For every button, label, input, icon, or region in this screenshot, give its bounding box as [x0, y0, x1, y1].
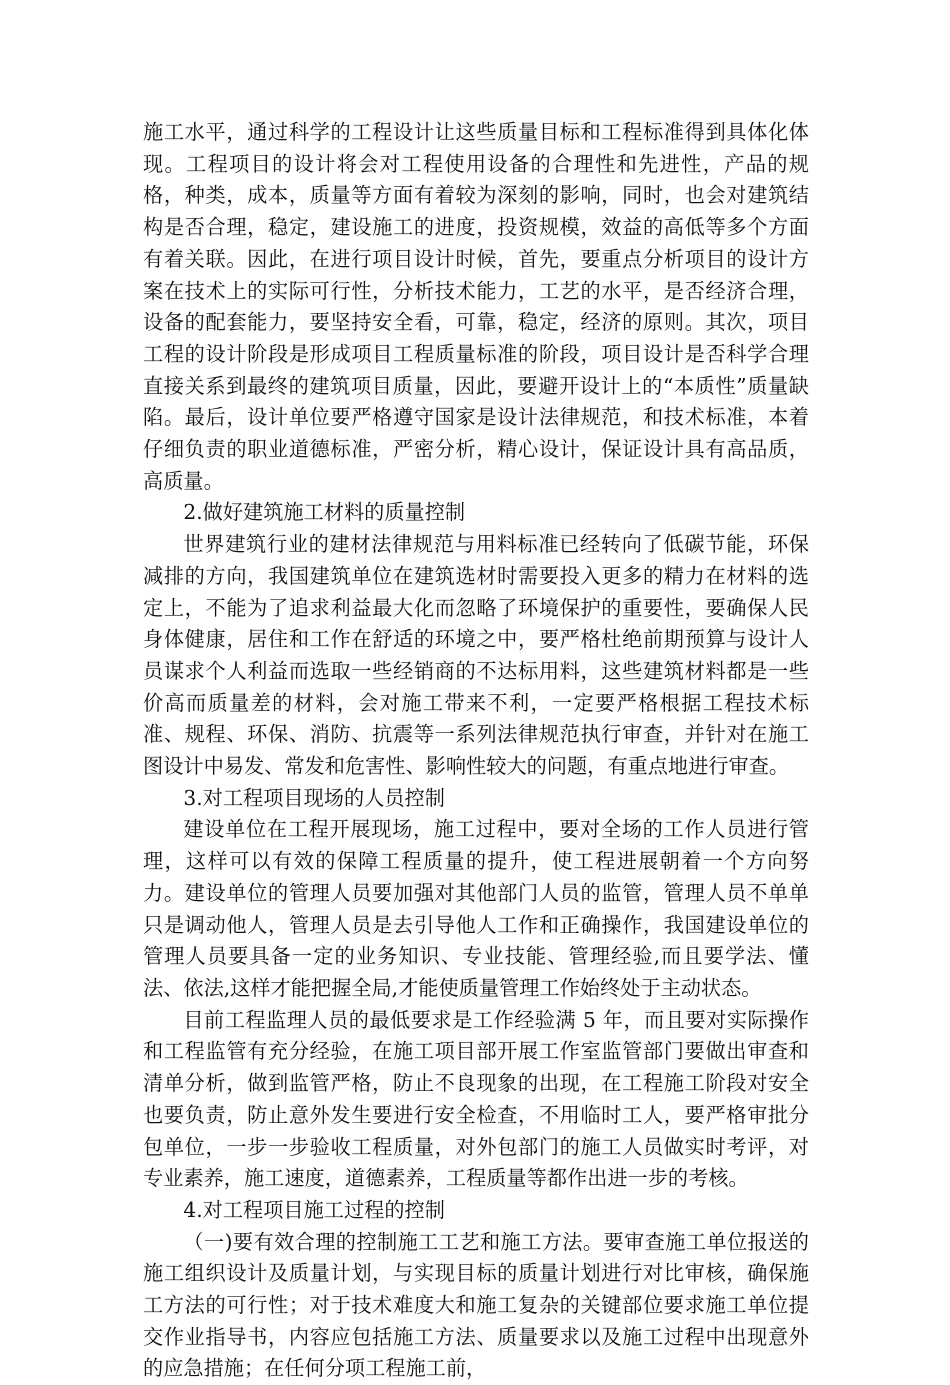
section-heading: 3.对工程项目现场的人员控制	[183, 785, 445, 810]
body-paragraph: 施工水平，通过科学的工程设计让这些质量目标和工程标准得到具体化体现。工程项目的设计将会对工程使用设备的合理性和先进性，产品的规格，种类，成本，质量等方面有着较为深刻的影响，同时，也会对建筑结构是否合理，稳定，建设施工的进度，投资规模，效益的高低等多个方面有着关联。因此，在进行项目设计时候，首先，要重点分析项目的设计方案在技术上的实际可行性，分析技术能力，工艺的水平，是否经济合理，设备的配套能力，要坚持安全看，可靠，稳定，经济的原则。其次，项目工程的设计阶段是形成项目工程质量标准的阶段，项目设计是否科学合理直接关系到最终的建筑项目质量，因此，要避开设计上的“本质性”质量缺陷。最后，设计单位要严格遵守国家是设计法律规范，和技术标准，本着仔细负责的职业道德标准，严密分析，精心设计，保证设计具有高品质，高质量。	[143, 120, 809, 493]
body-paragraph: （一)要有效合理的控制施工工艺和施工方法。要审查施工单位报送的施工组织设计及质量计划，与实现目标的质量计划进行对比审核，确保施工方法的可行性；对于技术难度大和施工复杂的关键部位要求施工单位提交作业指导书，内容应包括施工方法、质量要求以及施工过程中出现意外的应急措施；在任何分项工程施工前，	[143, 1229, 809, 1381]
section-heading: 4.对工程项目施工过程的控制	[183, 1197, 445, 1222]
body-paragraph: 世界建筑行业的建材法律规范与用料标准已经转向了低碳节能，环保减排的方向，我国建筑单位在建筑选材时需要投入更多的精力在材料的选定上，不能为了追求利益最大化而忽略了环境保护的重要性，要确保人民身体健康，居住和工作在舒适的环境之中，要严格杜绝前期预算与设计人员谋求个人利益而选取一些经销商的不达标用料，这些建筑材料都是一些价高而质量差的材料，会对施工带来不利，一定要严格根据工程技术标准、规程、环保、消防、抗震等一系列法律规范执行审查，并针对在施工图设计中易发、常发和危害性、影响性较大的问题，有重点地进行审查。	[143, 532, 809, 779]
section-heading: 2.做好建筑施工材料的质量控制	[183, 500, 466, 525]
body-paragraph: 建设单位在工程开展现场，施工过程中，要对全场的工作人员进行管理，这样可以有效的保障工程质量的提升，使工程进展朝着一个方向努力。建设单位的管理人员要加强对其他部门人员的监管，管理人员不单单只是调动他人，管理人员是去引导他人工作和正确操作，我国建设单位的管理人员要具备一定的业务知识、专业技能、管理经验,而且要学法、懂法、依法,这样才能把握全局,才能使质量管理工作始终处于主动状态。	[143, 817, 809, 1000]
body-paragraph: 目前工程监理人员的最低要求是工作经验满 5 年，而且要对实际操作和工程监管有充分经验，在施工项目部开展工作室监管部门要做出审查和清单分析，做到监管严格，防止不良现象的出现，在工程施工阶段对安全也要负责，防止意外发生要进行安全检查，不用临时工人，要严格审批分包单位，一步一步验收工程质量，对外包部门的施工人员做实时考评，对专业素养，施工速度，道德素养，工程质量等都作出进一步的考核。	[143, 1007, 809, 1191]
document-page	[143, 117, 809, 1385]
